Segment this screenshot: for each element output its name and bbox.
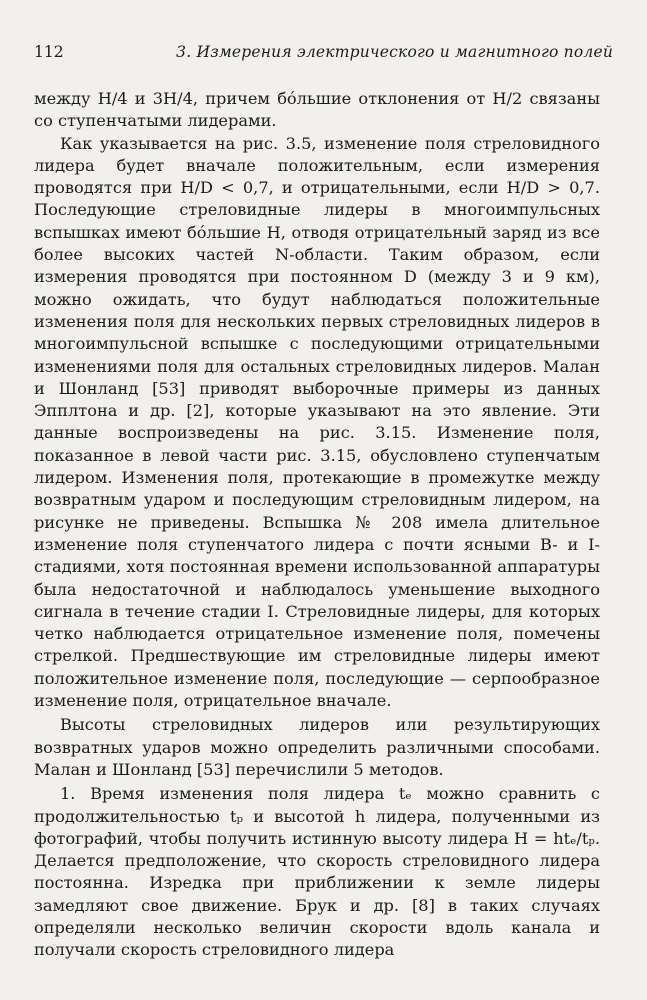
paragraph-stepped-leaders: Как указывается на рис. 3.5, изменение поля стреловидного лидера будет вначале положительным, если измерения проводятся при H/D < 0,7, и отрицательными, если H/D > 0,7. Последующие стреловидные лидеры в многоимпульсных вспышках имеют бóльшие H, отводя отрицательный заряд из все более высоких частей N-области. Таким образом, если измерения проводятся при постоянном D (между 3 и 9 км), можно ожидать, что будут наблюдаться положительные изменения поля для нескольких первых стреловидных лидеров в многоимпульсной вспышке с последующими отрицательными изменениями поля для остальных стреловидных лидеров. Малан и Шонланд [53] приводят выборочные примеры из данных Эпплтона и др. [2], которые указывают на это явление. Эти данные воспроизведены на рис. 3.15. Изменение поля, показанное в левой части рис. 3.15, обусловлено ступенчатым лидером. Изменения поля, протекающие в промежутке между возвратным ударом и последующим стреловидным лидером, на рисунке не приведены. Вспышка № 208 имела длительное изменение поля ступенчатого лидера с почти ясными B- и I-стадиями, хотя постоянная времени использованной аппаратуры была недостаточной и наблюдалось уменьшение выходного сигнала в течение стадии I. Стреловидные лидеры, для которых четко наблюдается отрицательное изменение поля, помечены стрелкой. Предшествующие им стреловидные лидеры имеют положительное изменение поля, последующие — серпообразное изменение поля, отрицательное вначале. (34, 133, 600, 711)
body-text (34, 88, 600, 962)
page-header (34, 38, 613, 66)
page-number: 112 (34, 43, 64, 61)
running-head: 3. Измерения электрического и магнитного полей (176, 43, 613, 61)
paragraph-method-1: 1. Время изменения поля лидера tₑ можно сравнить с продолжительностью tₚ и высотой h лидера, полученными из фотографий, чтобы получить истинную высоту лидера H = htₑ/tₚ. Делается предположение, что скорость стреловидного лидера постоянна. Изредка при приближении к земле лидеры замедляют свое движение. Брук и др. [8] в таких случаях определяли несколько величин скорости вдоль канала и получали скорость стреловидного лидера (34, 784, 600, 960)
paragraph-continuation: между H/4 и 3H/4, причем бóльшие отклонения от H/2 связаны со ступенчатыми лидерами. (34, 89, 600, 131)
paragraph-heights: Высоты стреловидных лидеров или результирующих возвратных ударов можно определить различными способами. Малан и Шонланд [53] перечислили 5 методов. (34, 715, 600, 779)
